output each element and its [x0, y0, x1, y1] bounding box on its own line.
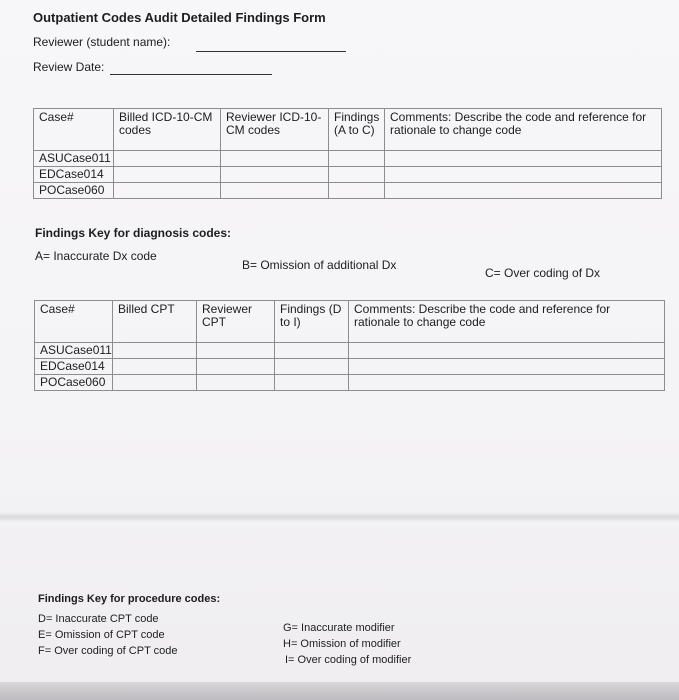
table-row	[35, 343, 665, 359]
cpt-header-billed: Billed CPT	[113, 301, 197, 343]
cpt-comments-cell[interactable]	[349, 343, 665, 359]
review-date-blank-line[interactable]	[110, 74, 272, 75]
page-fold-divider	[0, 512, 679, 522]
diagnosis-table-header	[34, 109, 662, 151]
procedure-key-title: Findings Key for procedure codes:	[38, 593, 221, 605]
procedure-key-f: F= Over coding of CPT code	[38, 645, 178, 657]
dx-header-billed: Billed ICD-10-CM codes	[114, 109, 221, 151]
cpt-reviewer-cell[interactable]	[197, 359, 275, 375]
dx-case-cell: EDCase014	[34, 167, 114, 183]
procedure-key-d: D= Inaccurate CPT code	[38, 613, 159, 625]
table-row	[35, 359, 665, 375]
dx-reviewer-cell[interactable]	[221, 151, 329, 167]
dx-findings-cell[interactable]	[329, 167, 385, 183]
table-row	[34, 151, 662, 167]
photo-bottom-edge	[0, 682, 679, 700]
dx-findings-cell[interactable]	[329, 151, 385, 167]
reviewer-label: Reviewer (student name):	[33, 35, 171, 49]
dx-billed-cell[interactable]	[114, 183, 221, 199]
dx-header-reviewer: Reviewer ICD-10-CM codes	[221, 109, 329, 151]
cpt-billed-cell[interactable]	[113, 343, 197, 359]
diagnosis-key-b: B= Omission of additional Dx	[242, 258, 397, 272]
cpt-comments-cell[interactable]	[349, 359, 665, 375]
cpt-comments-cell[interactable]	[349, 375, 665, 391]
dx-case-cell: POCase060	[34, 183, 114, 199]
diagnosis-key-title: Findings Key for diagnosis codes:	[35, 226, 232, 240]
cpt-reviewer-cell[interactable]	[197, 343, 275, 359]
procedure-table	[34, 300, 665, 391]
procedure-key-e: E= Omission of CPT code	[38, 629, 165, 641]
dx-billed-cell[interactable]	[114, 151, 221, 167]
dx-billed-cell[interactable]	[114, 167, 221, 183]
cpt-case-cell: EDCase014	[35, 359, 113, 375]
dx-case-cell: ASUCase011	[34, 151, 114, 167]
cpt-case-cell: ASUCase011	[35, 343, 113, 359]
dx-findings-cell[interactable]	[329, 183, 385, 199]
dx-comments-cell[interactable]	[385, 151, 662, 167]
cpt-billed-cell[interactable]	[113, 359, 197, 375]
form-title: Outpatient Codes Audit Detailed Findings Form	[33, 10, 326, 25]
review-date-label: Review Date:	[33, 60, 105, 74]
diagnosis-key-a: A= Inaccurate Dx code	[35, 249, 157, 263]
procedure-key-i: I= Over coding of modifier	[285, 654, 412, 666]
cpt-reviewer-cell[interactable]	[197, 375, 275, 391]
cpt-header-case: Case#	[35, 301, 113, 343]
dx-header-findings: Findings (A to C)	[329, 109, 385, 151]
table-row	[34, 183, 662, 199]
dx-comments-cell[interactable]	[385, 183, 662, 199]
reviewer-blank-line[interactable]	[196, 51, 346, 52]
diagnosis-key-c: C= Over coding of Dx	[485, 266, 601, 280]
procedure-key-g: G= Inaccurate modifier	[283, 622, 395, 634]
cpt-header-comments: Comments: Describe the code and reference for rationale to change code	[349, 301, 665, 343]
dx-reviewer-cell[interactable]	[221, 167, 329, 183]
procedure-key-h: H= Omission of modifier	[283, 638, 401, 650]
table-row	[34, 167, 662, 183]
cpt-billed-cell[interactable]	[113, 375, 197, 391]
cpt-header-reviewer: Reviewer CPT	[197, 301, 275, 343]
cpt-case-cell: POCase060	[35, 375, 113, 391]
diagnosis-table	[33, 108, 662, 199]
procedure-table-header	[35, 301, 665, 343]
cpt-findings-cell[interactable]	[275, 343, 349, 359]
dx-reviewer-cell[interactable]	[221, 183, 329, 199]
dx-header-case: Case#	[34, 109, 114, 151]
cpt-header-findings: Findings (D to I)	[275, 301, 349, 343]
table-row	[35, 375, 665, 391]
dx-comments-cell[interactable]	[385, 167, 662, 183]
cpt-findings-cell[interactable]	[275, 359, 349, 375]
cpt-findings-cell[interactable]	[275, 375, 349, 391]
dx-header-comments: Comments: Describe the code and reference for rationale to change code	[385, 109, 662, 151]
